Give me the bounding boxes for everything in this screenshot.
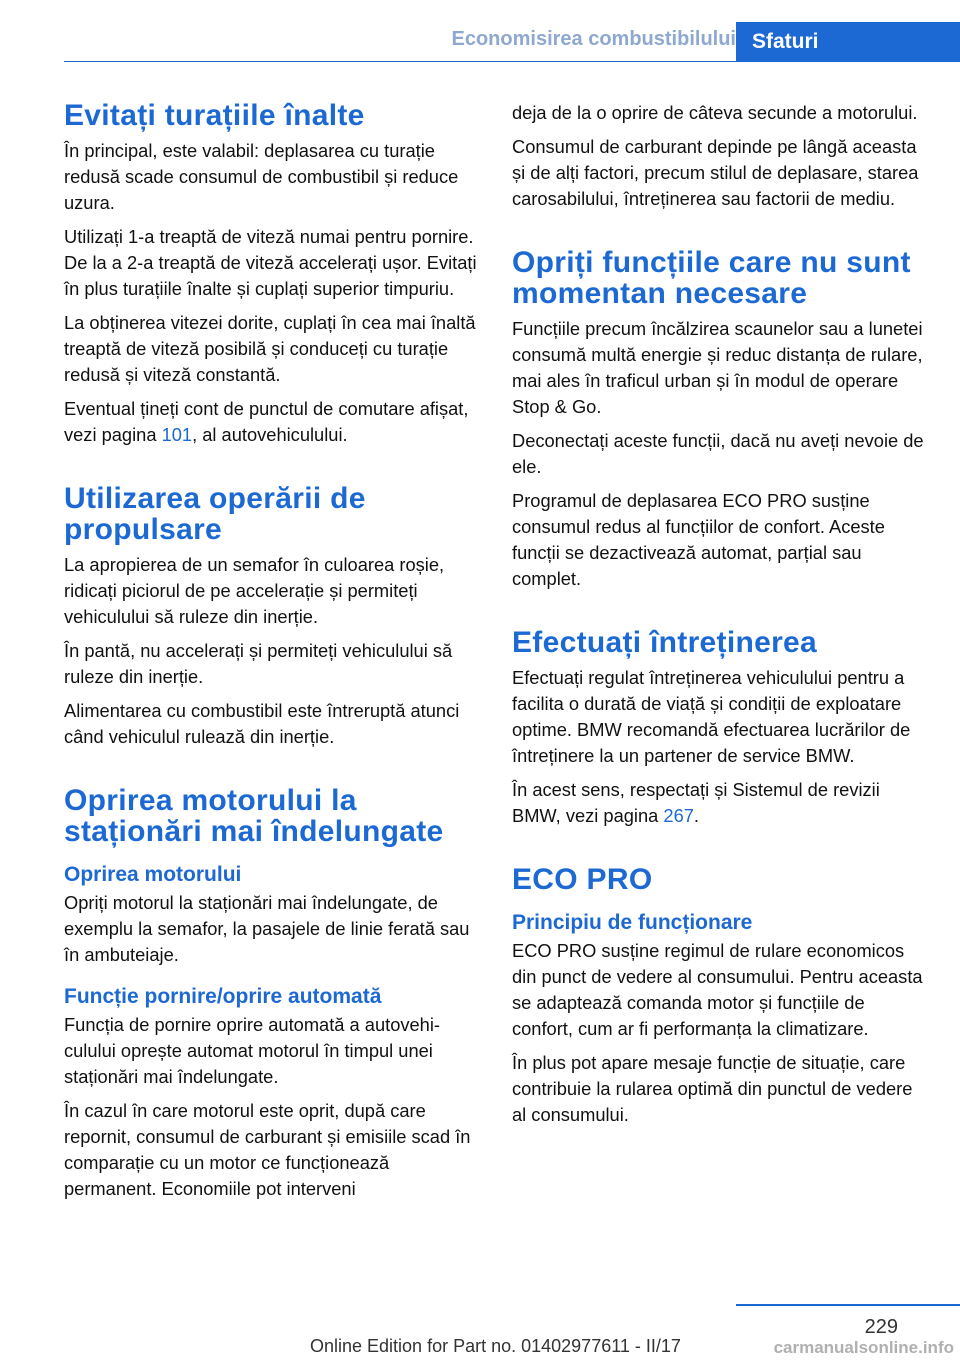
paragraph: În principal, este valabil: deplasarea cu turație redusă scade consumul de combustibil și reduce uzura.	[64, 140, 459, 213]
section-gap	[64, 758, 478, 785]
text: , al autovehiculului.	[192, 424, 348, 445]
page-header	[0, 0, 960, 62]
text: În acest sens, respectați și Sistemul de revizii BMW, vezi pagina	[512, 779, 880, 826]
page-link-101[interactable]: 101	[161, 424, 193, 445]
header-chapter-tab: Sfaturi	[736, 22, 960, 62]
heading-eco-pro: ECO PRO	[512, 863, 653, 896]
section-gap	[512, 220, 926, 247]
paragraph: Efectuați regulat întreținerea vehiculului pentru a facilita o durată de viață și condiții de exploatare optime. BMW recomandă efectuarea lucrărilor de întreținere la un partener de service BMW.	[512, 667, 911, 766]
text: Eventual țineți cont de punctul de comutare afișat, vezi pagina	[64, 398, 469, 445]
paragraph: ECO PRO susține regimul de rulare economicos din punct de vedere al consumului. Pentru aceasta se adaptează comanda motor și funcțiile de confort, cum ar fi performanța la climatizare.	[512, 940, 923, 1039]
subheading-auto-start-stop: Funcție pornire/oprire automată	[64, 985, 382, 1008]
header-section-title: Economisirea combustibilului	[451, 28, 736, 50]
watermark: carmanualsonline.info	[773, 1338, 954, 1357]
paragraph: În plus pot apare mesaje funcție de situație, care contribuie la rularea optimă din punctul de vedere al consumului.	[512, 1052, 913, 1125]
paragraph: În cazul în care motorul este oprit, după care repornit, consumul de carburant și emisiile scad în comparație cu un motor ce funcționează permanent. Economiile pot interveni	[64, 1100, 471, 1199]
subsection-gap	[64, 976, 478, 984]
right-column	[512, 100, 926, 1136]
heading-maintenance: Efectuați întreținerea	[512, 626, 818, 659]
paragraph: Consumul de carburant depinde pe lângă aceasta și de alți factori, precum stilul de deplasare, starea carosabilului, întreținerea sau factorii de mediu.	[512, 136, 919, 209]
paragraph-with-link	[64, 396, 478, 448]
section-gap	[64, 456, 478, 483]
edition-note: Online Edition for Part no. 01402977611 - II/17	[310, 1336, 681, 1356]
page-number: 229	[864, 1316, 898, 1338]
section-gap	[512, 600, 926, 627]
subheading-engine-stop: Oprirea motorului	[64, 863, 242, 886]
paragraph: Deconectați aceste funcții, dacă nu aveți nevoie de ele.	[512, 430, 924, 477]
paragraph: În pantă, nu accelerați și permiteți vehiculului să ruleze din inerție.	[64, 640, 453, 687]
heading-avoid-high-revs: Evitați turațiile înalte	[64, 99, 365, 132]
footer-rule	[736, 1304, 960, 1306]
heading-disable-functions: Opriți funcțiile care nu sunt momentan necesare	[512, 246, 911, 310]
paragraph: Alimentarea cu combustibil este întreruptă atunci când vehiculul rulează din inerție.	[64, 700, 460, 747]
paragraph: Funcția de pornire oprire automată a autovehiculului oprește automat motorul în timpul unei staționări mai îndelungate.	[64, 1014, 441, 1087]
subheading-principle: Principiu de funcționare	[512, 911, 753, 934]
paragraph: Opriți motorul la staționări mai îndelungate, de exemplu la semafor, la pasajele de linie ferată sau în ambuteiaje.	[64, 892, 470, 965]
header-rule	[64, 61, 736, 62]
paragraph: Programul de deplasarea ECO PRO susține consumul redus al funcțiilor de confort. Aceste funcții se dezactivează automat, parțial sau complet.	[512, 490, 885, 589]
heading-engine-stop: Oprirea motorului la staționări mai îndelungate	[64, 784, 444, 848]
text: .	[693, 805, 700, 826]
paragraph-with-link	[512, 777, 926, 829]
paragraph: Funcțiile precum încălzirea scaunelor sau a lunetei consumă multă energie și reduc distanța de rulare, mai ales în traficul urban și în modul de operare Stop & Go.	[512, 318, 923, 417]
paragraph: deja de la o oprire de câteva secunde a motorului.	[512, 102, 918, 123]
heading-coasting: Utilizarea operării de propulsare	[64, 482, 366, 546]
left-column	[64, 100, 478, 1210]
paragraph: Utilizați 1-a treaptă de viteză numai pentru pornire. De la a 2-a treaptă de viteză accelerați ușor. Evitați în plus turațiile înalte și cuplați superior timpuriu.	[64, 226, 477, 299]
section-gap	[512, 837, 926, 864]
subsection-gap	[512, 902, 926, 910]
subsection-gap	[64, 854, 478, 862]
paragraph: La apropierea de un semafor în culoarea roșie, ridicați piciorul de pe accelerație și permiteți vehiculului să ruleze din inerție.	[64, 554, 445, 627]
paragraph: La obținerea vitezei dorite, cuplați în cea mai înaltă treaptă de viteză posibilă și conduceți cu turație redusă și viteză constantă.	[64, 312, 476, 385]
page-link-267[interactable]: 267	[663, 805, 694, 826]
